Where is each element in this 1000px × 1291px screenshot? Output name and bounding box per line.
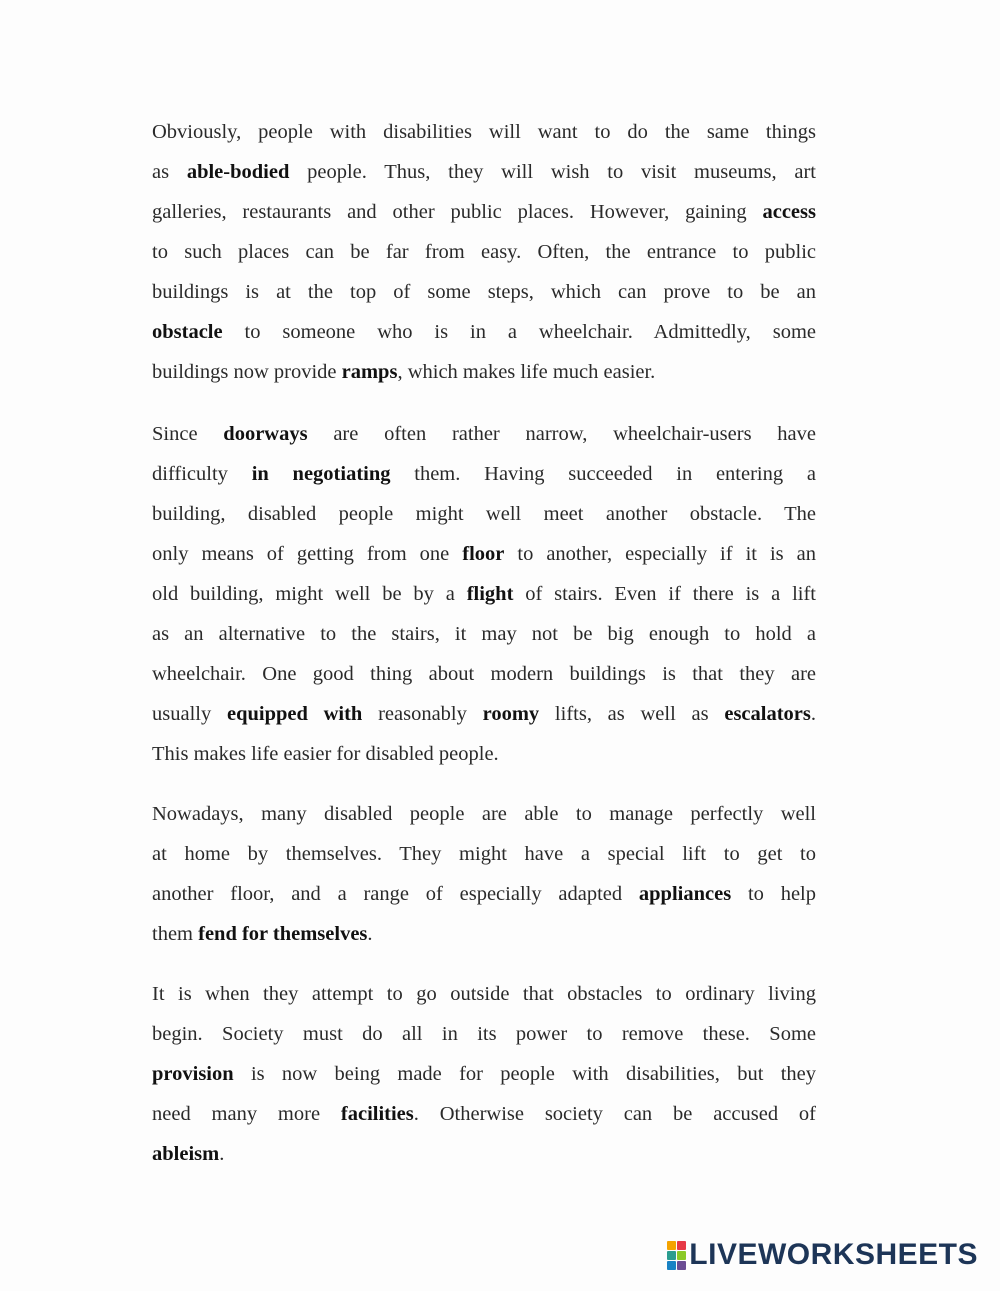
text-run: are often rather narrow, wheelchair-users have <box>307 423 816 445</box>
text-run: them. Having succeeded in entering a <box>390 463 816 485</box>
vocabulary-term: in negotiating <box>251 463 391 485</box>
vocabulary-term: fend for themselves <box>198 923 368 945</box>
text-run: people. Thus, they will wish to visit museums, art <box>289 161 816 183</box>
vocabulary-term: flight <box>466 583 514 605</box>
vocabulary-term: escalators <box>724 703 811 725</box>
text-line <box>152 494 816 534</box>
text-line <box>152 734 816 774</box>
vocabulary-term: ableism <box>152 1143 220 1165</box>
text-run: to such places can be far from easy. Often, the entrance to public <box>152 241 816 263</box>
logo-square <box>667 1241 676 1250</box>
vocabulary-term: obstacle <box>152 321 223 343</box>
text-line <box>152 1094 816 1134</box>
text-line <box>152 454 816 494</box>
text-line <box>152 574 816 614</box>
liveworksheets-grid-icon <box>667 1241 685 1269</box>
text-line <box>152 654 816 694</box>
text-line <box>152 1054 816 1094</box>
text-run: to help <box>731 883 816 905</box>
text-run: old building, might well be by a <box>152 583 467 605</box>
text-run: . Otherwise society can be accused of <box>413 1103 816 1125</box>
text-line <box>152 534 816 574</box>
text-run: begin. Society must do all in its power to remove these. Some <box>152 1023 816 1045</box>
text-run: . <box>810 703 816 725</box>
text-run: usually <box>152 703 227 725</box>
paragraph-1 <box>152 112 816 392</box>
text-line <box>152 272 816 312</box>
vocabulary-term: equipped with <box>226 703 363 725</box>
text-line <box>152 974 816 1014</box>
vocabulary-term: facilities <box>340 1103 414 1125</box>
text-run: need many more <box>152 1103 341 1125</box>
text-run: Since <box>152 423 224 445</box>
logo-square <box>677 1251 686 1260</box>
vocabulary-term: appliances <box>638 883 732 905</box>
text-run: of stairs. Even if there is a lift <box>513 583 816 605</box>
text-run: Nowadays, many disabled people are able to manage perfectly well <box>152 803 816 825</box>
text-run: . <box>219 1143 225 1165</box>
paragraph-2 <box>152 414 816 774</box>
vocabulary-term: floor <box>462 543 505 565</box>
text-run: buildings now provide <box>152 361 342 383</box>
text-run: , which makes life much easier. <box>397 361 656 383</box>
text-line <box>152 1014 816 1054</box>
text-run: building, disabled people might well meet another obstacle. The <box>152 503 816 525</box>
text-line <box>152 694 816 734</box>
text-line <box>152 112 816 152</box>
text-run: Obviously, people with disabilities will want to do the same things <box>152 121 816 143</box>
vocabulary-term: roomy <box>482 703 540 725</box>
text-line <box>152 414 816 454</box>
logo-square <box>667 1251 676 1260</box>
text-line <box>152 1134 816 1174</box>
text-line <box>152 192 816 232</box>
text-run: only means of getting from one <box>152 543 463 565</box>
text-line <box>152 914 816 954</box>
text-run: galleries, restaurants and other public places. However, gaining <box>152 201 763 223</box>
text-run: It is when they attempt to go outside that obstacles to ordinary living <box>152 983 816 1005</box>
paragraph-4 <box>152 974 816 1174</box>
liveworksheets-logo[interactable] <box>667 1239 978 1271</box>
text-run: lifts, as well as <box>539 703 725 725</box>
text-run: at home by themselves. They might have a special lift to get to <box>152 843 816 865</box>
text-run: buildings is at the top of some steps, which can prove to be an <box>152 281 816 303</box>
vocabulary-term: ramps <box>341 361 398 383</box>
logo-square <box>667 1261 676 1270</box>
logo-square <box>677 1241 686 1250</box>
text-line <box>152 614 816 654</box>
text-run: wheelchair. One good thing about modern buildings is that they are <box>152 663 816 685</box>
text-line <box>152 232 816 272</box>
text-line <box>152 794 816 834</box>
text-run: as <box>152 161 187 183</box>
text-run: . <box>367 923 373 945</box>
text-run: This makes life easier for disabled people. <box>152 743 499 765</box>
text-line <box>152 352 816 392</box>
vocabulary-term: provision <box>152 1063 234 1085</box>
text-run: another floor, and a range of especially adapted <box>152 883 639 905</box>
text-run: them <box>152 923 199 945</box>
paragraph-3 <box>152 794 816 954</box>
text-line <box>152 152 816 192</box>
text-run: is now being made for people with disabilities, but they <box>233 1063 816 1085</box>
text-run: to someone who is in a wheelchair. Admittedly, some <box>222 321 816 343</box>
vocabulary-term: doorways <box>223 423 308 445</box>
text-run: as an alternative to the stairs, it may not be big enough to hold a <box>152 623 816 645</box>
text-line <box>152 312 816 352</box>
text-run: reasonably <box>362 703 483 725</box>
vocabulary-term: access <box>762 201 816 223</box>
logo-square <box>677 1261 686 1270</box>
vocabulary-term: able-bodied <box>186 161 290 183</box>
text-line <box>152 874 816 914</box>
logo-text: LIVEWORKSHEETS <box>689 1238 978 1271</box>
text-line <box>152 834 816 874</box>
text-run: to another, especially if it is an <box>504 543 816 565</box>
text-run: difficulty <box>152 463 252 485</box>
